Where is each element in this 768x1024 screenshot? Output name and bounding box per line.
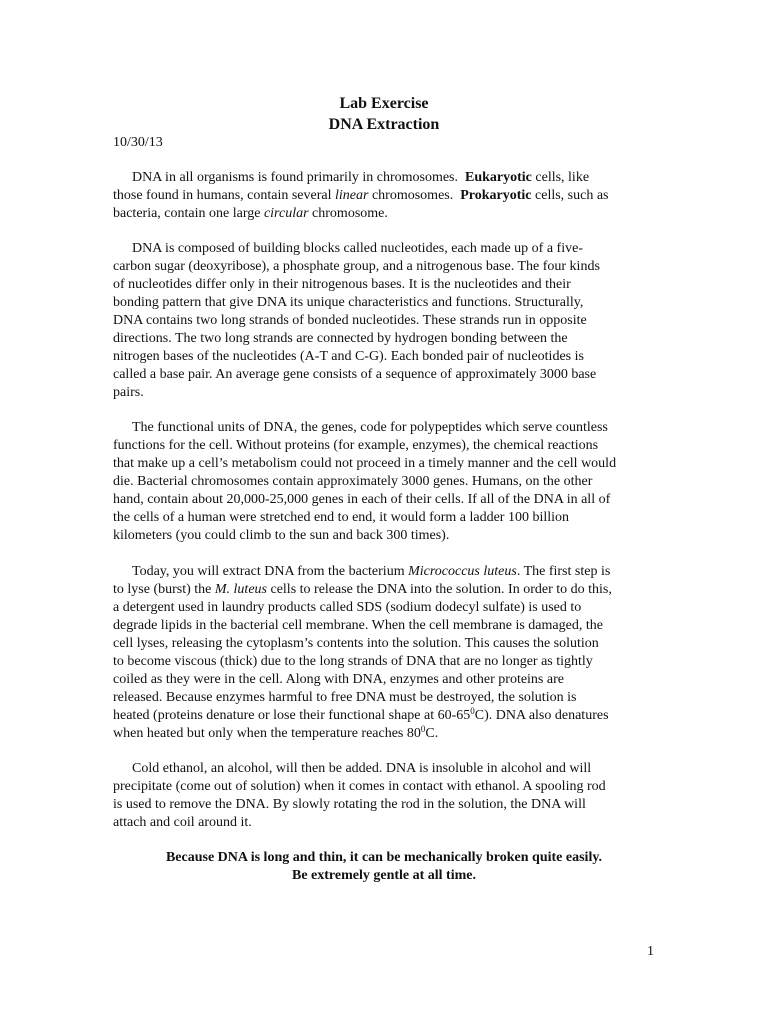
paragraph-ethanol: [113, 760, 658, 832]
paragraph-line: a detergent used in laundry products called SDS (sodium dodecyl sulfate) is used to: [113, 600, 582, 615]
text-run: cells to release the DNA into the solution. In order to do this,: [270, 582, 612, 597]
paragraph-line: to become viscous (thick) due to the long strands of DNA that are no longer as tightly: [113, 654, 593, 669]
paragraph-line: nitrogen bases of the nucleotides (A-T and C-G). Each bonded pair of nucleotides is: [113, 349, 584, 364]
paragraph-line: cell lyses, releasing the cytoplasm’s contents into the solution. This causes the solution: [113, 636, 599, 651]
paragraph-line: called a base pair. An average gene consists of a sequence of approximately 3000 base: [113, 367, 597, 382]
paragraph-nucleotides: [113, 240, 658, 402]
degree-superscript: 0: [420, 724, 426, 734]
document-title: Lab Exercise: [339, 95, 429, 112]
text-run: to lyse (burst) the: [113, 582, 212, 597]
document-subtitle: DNA Extraction: [328, 116, 440, 133]
paragraph-line: precipitate (come out of solution) when it comes in contact with ethanol. A spooling rod: [113, 779, 606, 794]
text-run: chromosomes.: [371, 188, 454, 203]
paragraph-line: [113, 581, 658, 599]
text-run: C). DNA also denatures: [474, 708, 609, 723]
warning-line: Be extremely gentle at all time.: [291, 868, 476, 883]
paragraph-line: [113, 205, 658, 223]
text-run: DNA in all organisms is found primarily in chromosomes.: [132, 170, 458, 185]
paragraph-line: The functional units of DNA, the genes, code for polypeptides which serve countless: [132, 420, 608, 435]
term-prokaryotic: Prokaryotic: [460, 188, 532, 203]
paragraph-line: kilometers (you could climb to the sun and back 300 times).: [113, 528, 450, 543]
paragraph-line: carbon sugar (deoxyribose), a phosphate group, and a nitrogenous base. The four kinds: [113, 259, 600, 274]
paragraph-line: of nucleotides differ only in their nitrogenous bases. It is the nucleotides and their: [113, 277, 571, 292]
paragraph-line: pairs.: [113, 385, 144, 400]
paragraph-procedure: [113, 563, 658, 743]
paragraph-line: DNA contains two long strands of bonded nucleotides. These strands run in opposite: [113, 313, 587, 328]
term-circular: circular: [263, 206, 309, 221]
paragraph-line: is used to remove the DNA. By slowly rotating the rod in the solution, the DNA will: [113, 797, 586, 812]
paragraph-genes: [113, 419, 658, 545]
text-run: cells, such as: [535, 188, 609, 203]
paragraph-line: hand, contain about 20,000-25,000 genes in each of their cells. If all of the DNA in all of: [113, 492, 611, 507]
text-run: . The first step is: [516, 564, 611, 579]
paragraph-line: directions. The two long strands are connected by hydrogen bonding between the: [113, 331, 568, 346]
paragraph-line: that make up a cell’s metabolism could not proceed in a timely manner and the cell would: [113, 456, 617, 471]
paragraph-line: the cells of a human were stretched end to end, it would form a ladder 100 billion: [113, 510, 570, 525]
paragraph-line: functions for the cell. Without proteins (for example, enzymes), the chemical reactions: [113, 438, 599, 453]
paragraph-line: Cold ethanol, an alcohol, will then be added. DNA is insoluble in alcohol and will: [132, 761, 592, 776]
paragraph-line: [113, 563, 658, 581]
paragraph-line: [113, 707, 658, 725]
text-run: C.: [425, 726, 439, 741]
species-name: Micrococcus luteus: [408, 564, 517, 579]
document-date: 10/30/13: [113, 135, 163, 150]
species-name: M. luteus: [214, 582, 267, 597]
warning-note: [0, 849, 768, 885]
paragraph-line: die. Bacterial chromosomes contain approximately 3000 genes. Humans, on the other: [113, 474, 593, 489]
paragraph-line: DNA is composed of building blocks called nucleotides, each made up of a five-: [132, 241, 583, 256]
text-run: those found in humans, contain several: [113, 188, 332, 203]
degree-superscript: 0: [470, 706, 475, 716]
page-number: 1: [647, 944, 654, 959]
text-run: heated (proteins denature or lose their functional shape at 60-65: [113, 708, 471, 723]
paragraph-line: [113, 725, 658, 743]
text-run: bacteria, contain one large: [113, 206, 261, 221]
term-eukaryotic: Eukaryotic: [465, 170, 532, 185]
text-run: when heated but only when the temperature reaches 80: [113, 726, 421, 741]
text-run: Today, you will extract DNA from the bacterium: [132, 564, 405, 579]
paragraph-line: [113, 169, 658, 187]
paragraph-line: released. Because enzymes harmful to free DNA must be destroyed, the solution is: [113, 690, 577, 705]
paragraph-line: bonding pattern that give DNA its unique characteristics and functions. Structurally,: [113, 295, 584, 310]
paragraph-line: [113, 187, 658, 205]
paragraph-line: attach and coil around it.: [113, 815, 252, 830]
text-run: chromosome.: [312, 206, 388, 221]
paragraph-chromosomes: [113, 169, 658, 223]
paragraph-line: coiled as they were in the cell. Along with DNA, enzymes and other proteins are: [113, 672, 564, 687]
term-linear: linear: [335, 188, 369, 203]
warning-line: Because DNA is long and thin, it can be mechanically broken quite easily.: [165, 850, 603, 865]
paragraph-line: degrade lipids in the bacterial cell membrane. When the cell membrane is damaged, the: [113, 618, 603, 633]
text-run: cells, like: [535, 170, 590, 185]
